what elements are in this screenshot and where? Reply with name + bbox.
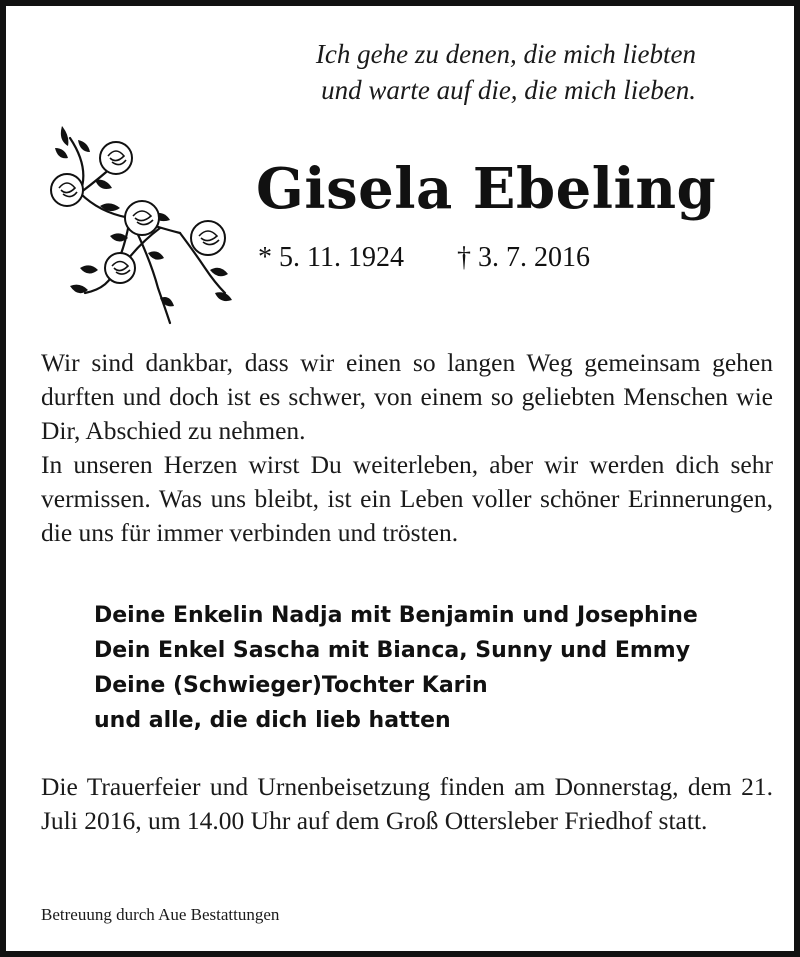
ceremony-text: Die Trauerfeier und Urnenbeisetzung finden am Donnerstag, dem 21. Juli 2016, um 14.00 Uhr auf dem Groß Ottersleber Friedhof statt.: [41, 772, 773, 835]
quote-line-2: und warte auf die, die mich lieben.: [321, 75, 696, 105]
death-date: † 3. 7. 2016: [456, 242, 590, 273]
farewell-message: [41, 346, 773, 550]
family-signatures: [94, 598, 698, 738]
deceased-name: Gisela Ebeling: [256, 156, 717, 222]
ceremony-notice: [41, 770, 773, 838]
family-line-3: Deine (Schwieger)Tochter Karin: [94, 673, 488, 698]
undertaker-credit: Betreuung durch Aue Bestattungen: [41, 905, 280, 924]
family-line-2: Dein Enkel Sascha mit Bianca, Sunny und Emmy: [94, 638, 691, 663]
message-paragraph-1: Wir sind dankbar, dass wir einen so langen Weg gemeinsam gehen durften und doch ist es schwer, von einem so geliebten Menschen wie Dir, Abschied zu nehmen.: [41, 348, 773, 445]
memorial-quote: [256, 36, 696, 108]
quote-line-1: Ich gehe zu denen, die mich liebten: [315, 39, 696, 69]
family-line-4: und alle, die dich lieb hatten: [94, 708, 451, 733]
birth-date: * 5. 11. 1924: [258, 242, 404, 273]
life-dates: [258, 240, 590, 276]
family-line-1: Deine Enkelin Nadja mit Benjamin und Josephine: [94, 603, 698, 628]
message-paragraph-2: In unseren Herzen wirst Du weiterleben, aber wir werden dich sehr vermissen. Was uns bleibt, ist ein Leben voller schöner Erinnerungen, die uns für immer verbinden und trösten.: [41, 450, 773, 547]
roses-icon: [40, 118, 250, 328]
